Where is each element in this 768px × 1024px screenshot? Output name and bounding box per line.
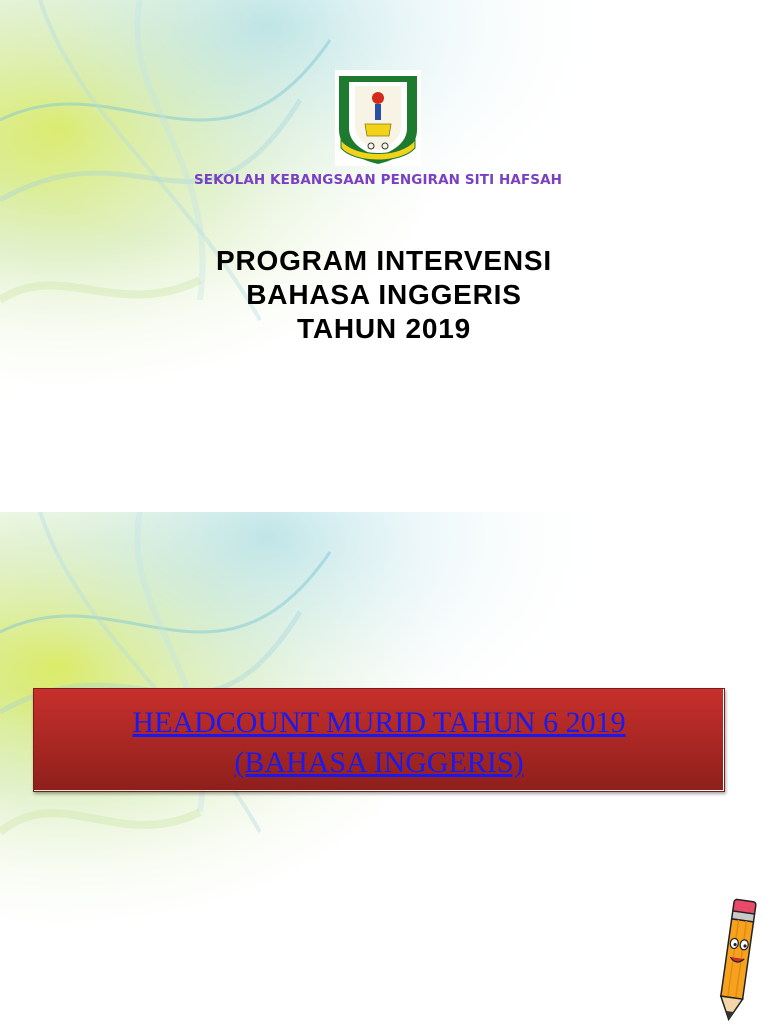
school-name: SEKOLAH KEBANGSAAN PENGIRAN SITI HAFSAH: [193, 172, 563, 188]
headcount-link-line-2[interactable]: (BAHASA INGGERIS): [234, 746, 524, 779]
headcount-title-box: [33, 688, 725, 792]
title-line-3: TAHUN 2019: [297, 313, 471, 344]
headcount-slide: [0, 512, 768, 1024]
title-line-2: BAHASA INGGERIS: [246, 279, 522, 310]
headcount-link-line-1[interactable]: HEADCOUNT MURID TAHUN 6 2019: [132, 706, 626, 739]
pencil-mascot-icon: [712, 896, 762, 1024]
school-crest-icon: [335, 70, 421, 166]
title-line-1: PROGRAM INTERVENSI: [216, 245, 552, 276]
program-title: [0, 244, 768, 346]
